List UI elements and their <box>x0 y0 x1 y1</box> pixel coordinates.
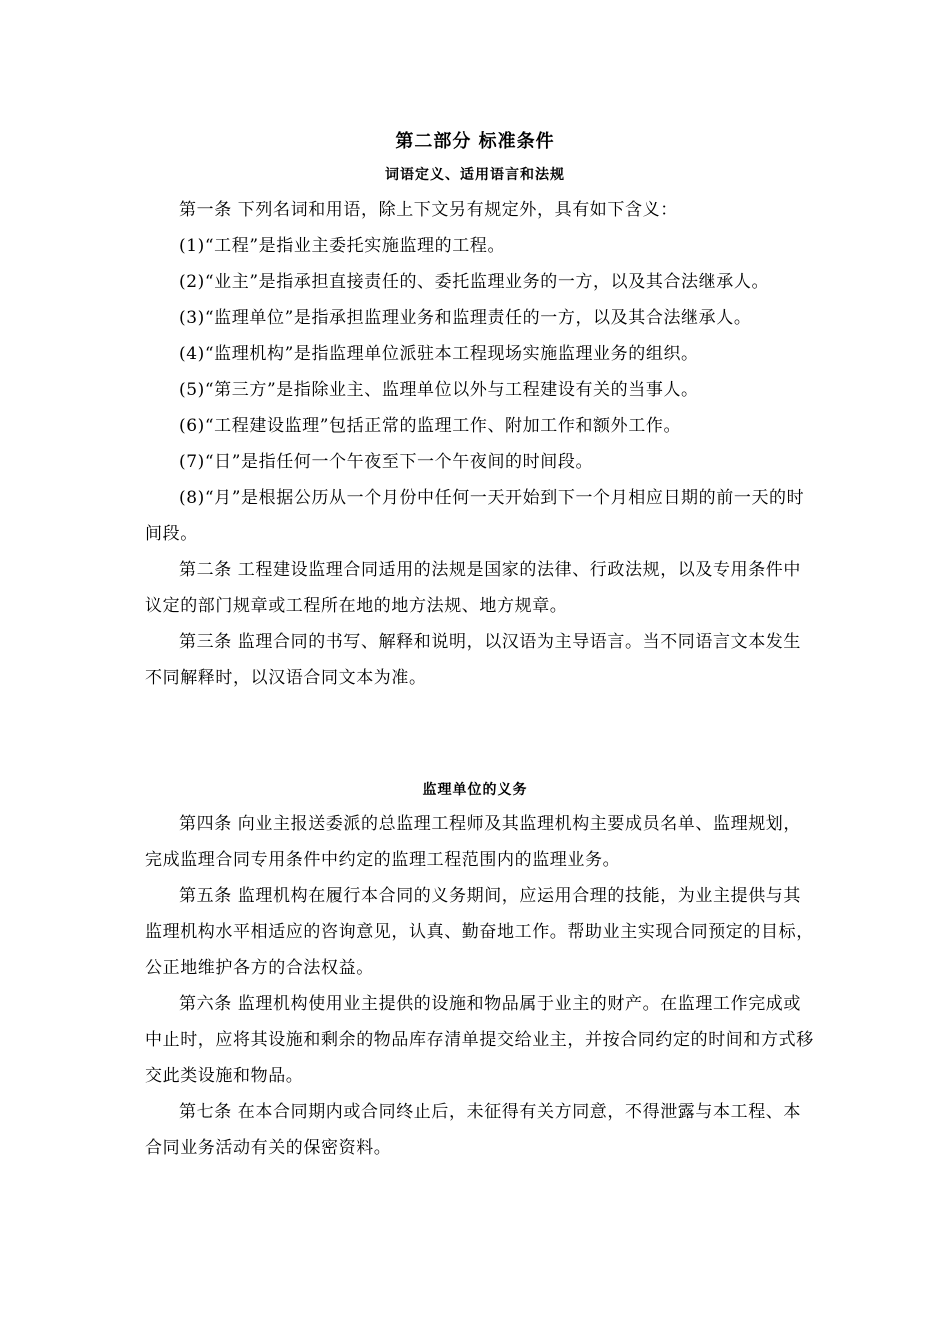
definition-5: (5)“第三方”是指除业主、监理单位以外与工程建设有关的当事人。 <box>179 380 699 400</box>
article-5: 第五条 监理机构在履行本合同的义务期间，应运用合理的技能，为业主提供与其监理机构水平相适应的咨询意见，认真、勤奋地工作。帮助业主实现合同预定的目标，公正地维护各方的合法权益。 <box>145 886 814 978</box>
article-7: 第七条 在本合同期内或合同终止后，未征得有关方同意，不得泄露与本工程、本合同业务活动有关的保密资料。 <box>145 1102 802 1158</box>
section-heading-definitions: 词语定义、适用语言和法规 <box>385 167 565 183</box>
article-4: 第四条 向业主报送委派的总监理工程师及其监理机构主要成员名单、监理规划，完成监理合同专用条件中约定的监理工程范围内的监理业务。 <box>145 814 802 870</box>
definition-3: (3)“监理单位”是指承担监理业务和监理责任的一方，以及其合法继承人。 <box>179 308 752 328</box>
article-3: 第三条 监理合同的书写、解释和说明，以汉语为主导语言。当不同语言文本发生不同解释时，以汉语合同文本为准。 <box>145 632 802 688</box>
definition-1: (1)“工程”是指业主委托实施监理的工程。 <box>179 236 506 256</box>
definition-2: (2)“业主”是指承担直接责任的、委托监理业务的一方，以及其合法继承人。 <box>179 272 770 292</box>
article-6: 第六条 监理机构使用业主提供的设施和物品属于业主的财产。在监理工作完成或中止时，应将其设施和剩余的物品库存清单提交给业主，并按合同约定的时间和方式移交此类设施和物品。 <box>145 994 814 1086</box>
definition-8: (8)“月”是根据公历从一个月份中任何一天开始到下一个月相应日期的前一天的时间段。 <box>145 488 805 544</box>
definition-4: (4)“监理机构”是指监理单位派驻本工程现场实施监理业务的组织。 <box>179 344 699 364</box>
document-title: 第二部分 标准条件 <box>395 131 555 152</box>
section-body-definitions <box>145 192 815 696</box>
section-body-obligations <box>145 806 815 1166</box>
section-heading-obligations: 监理单位的义务 <box>422 782 528 798</box>
definition-7: (7)“日”是指任何一个午夜至下一个午夜间的时间段。 <box>179 452 594 472</box>
article-1: 第一条 下列名词和用语，除上下文另有规定外，具有如下含义： <box>179 200 678 220</box>
article-2: 第二条 工程建设监理合同适用的法规是国家的法律、行政法规，以及专用条件中议定的部门规章或工程所在地的地方法规、地方规章。 <box>145 560 802 616</box>
definition-6: (6)“工程建设监理”包括正常的监理工作、附加工作和额外工作。 <box>179 416 682 436</box>
